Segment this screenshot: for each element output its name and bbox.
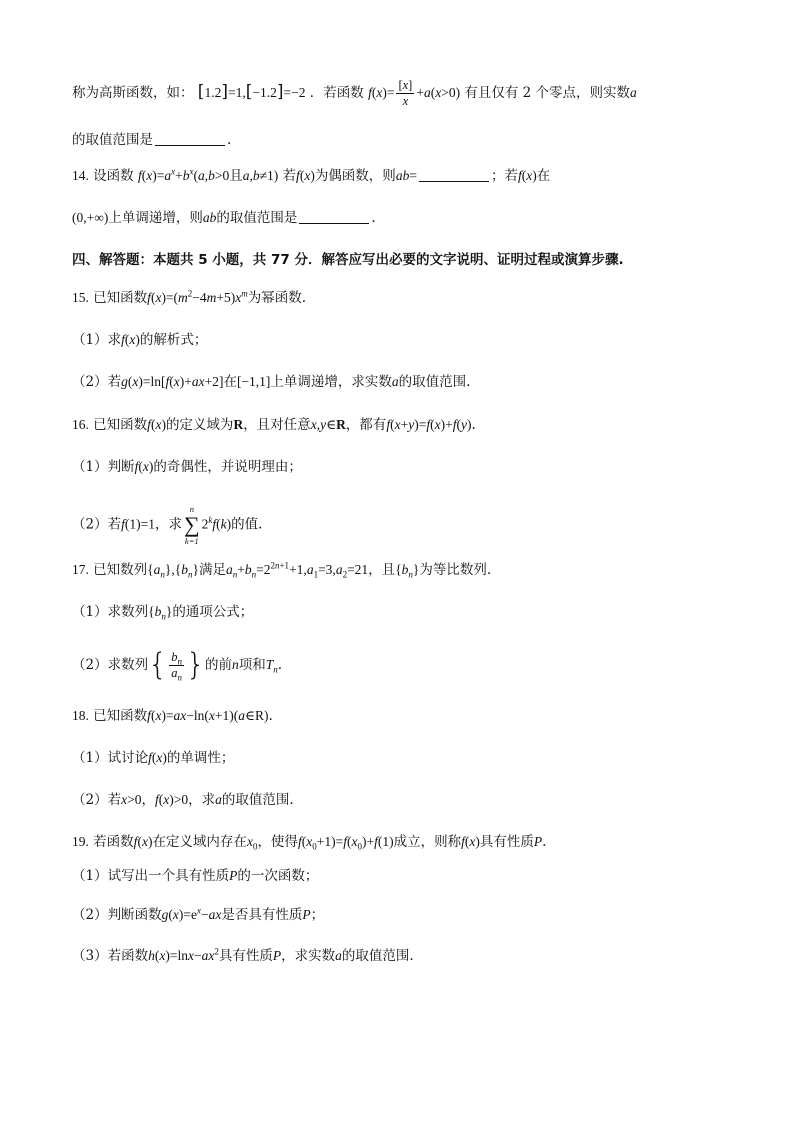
q14-line2: (0,+∞)上单调递增，则ab的取值范围是 . — [72, 210, 376, 226]
q13-fraction: $\frac{[x]}{x}$ — [398, 78, 413, 108]
q17-fraction: $\frac{b_n}{a_n}$ — [171, 650, 182, 683]
q18-part2: （2）若x>0，f(x)>0，求a的取值范围. — [72, 792, 294, 808]
q18-stem: 18. 已知函数f(x)=ax−ln(x+1)(a∈R). — [72, 708, 273, 724]
q16-part1: （1）判断f(x)的奇偶性，并说明理由； — [72, 459, 302, 475]
answer-blank[interactable] — [419, 166, 489, 182]
q19-part2: （2）判断函数$g(x)=e^x-ax$是否具有性质P； — [72, 905, 325, 923]
gauss-example: [1.2]=1,[−1.2]=−2 — [197, 82, 306, 102]
q19-part1: （1）试写出一个具有性质P的一次函数； — [72, 868, 319, 884]
q15-part2: （2）若g(x)=ln[f(x)+ax+2]在[−1,1]上单调递增，求实数a的取值范围. — [72, 374, 471, 390]
q18-part1: （1）试讨论f(x)的单调性； — [72, 750, 235, 766]
q15-part1: （1）求f(x)的解析式； — [72, 332, 208, 348]
q19-stem: 19. 若函数f(x)在定义域内存在$x_0$，使得$f(x_0+1)=f(x_0)+f(1)$成立，则称f(x)具有性质P. — [72, 834, 547, 852]
q17-stem: 17. 已知数列$\{a_n\},\{b_n\}$满足$a_n+b_n=2^{2n+1}+1,a_1=3,a_2=21$，且$\{b_n\}$为等比数列. — [72, 560, 492, 580]
q13-line1: 称为高斯函数，如： [1.2]=1,[−1.2]=−2 ．若函数 f(x)= $\frac{[x]}{x}$ +a(x>0) 有且仅有 2 个零点，则实数a — [72, 78, 637, 108]
q14-line1: 14. 设函数 $f(x)=a^x+b^x(a,b>0$且a,b≠1) 若f(x)为偶函数，则ab= ；若f(x)在 — [72, 166, 551, 184]
q13-function: f — [368, 85, 372, 100]
q15-stem: 15. 已知函数$f(x)=(m^2-4m+5)x^m$为幂函数. — [72, 288, 307, 306]
q13-line2: 的取值范围是 . — [72, 132, 232, 148]
q16-part2: （2）若f(1)=1，求 n ∑ k=1 2$^k$f(k)的值. — [72, 504, 263, 546]
q17-part2: （2）求数列{ $\frac{b_n}{a_n}$ }的前n项和$T_n$. — [72, 647, 283, 683]
q17-part1: （1）求数列$\{b_n\}$的通项公式； — [72, 604, 254, 622]
q16-stem: 16. 已知函数f(x)的定义域为R，且对任意x,y∈R，都有f(x+y)=f(x)+f(y). — [72, 417, 476, 433]
summation: n ∑ k=1 — [183, 504, 200, 546]
q19-part3: （3）若函数$h(x)=\ln x-ax^2$具有性质P，求实数a的取值范围. — [72, 946, 414, 964]
answer-blank[interactable] — [155, 130, 225, 146]
answer-blank[interactable] — [299, 208, 369, 224]
section-heading: 四、解答题：本题共 5 小题，共 77 分．解答应写出必要的文字说明、证明过程或演算步骤. — [72, 252, 624, 268]
